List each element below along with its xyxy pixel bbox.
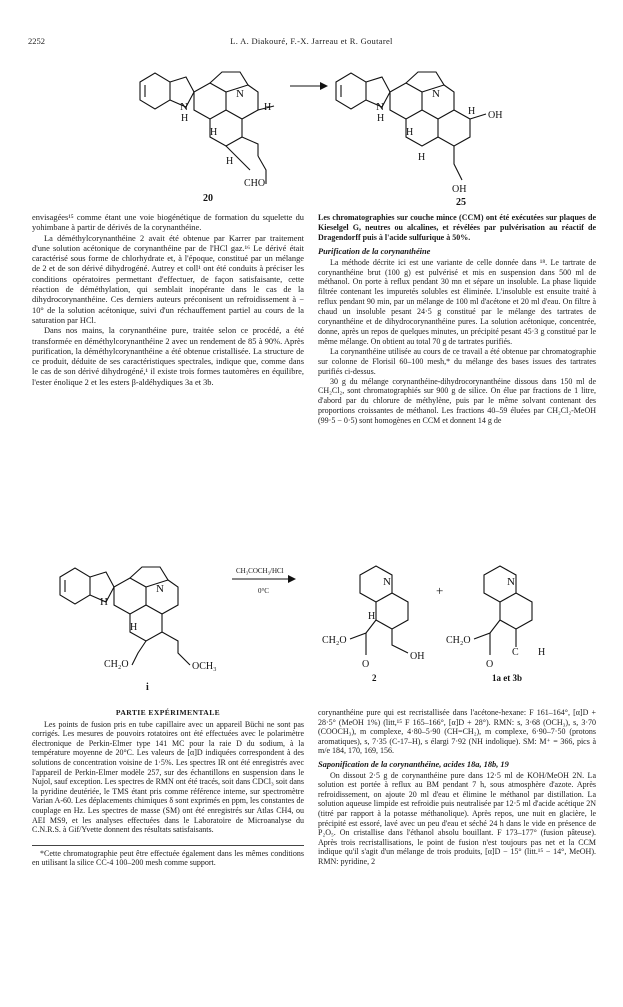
cho-2: CH₂O [322, 635, 347, 646]
n-indole-25: N [376, 101, 384, 113]
section-heading: PARTIE EXPÉRIMENTALE [115, 708, 221, 717]
h15-20: H [226, 156, 234, 167]
h15-25: H [418, 152, 426, 163]
h3-20: H [210, 127, 218, 138]
structure-3ab [446, 566, 545, 683]
structure-25 [336, 72, 502, 208]
cho-i: CH₂O [104, 659, 129, 670]
oh-25b: OH [452, 184, 467, 195]
plus-sign: + [436, 583, 444, 598]
paragraph: La corynanthéine utilisée au cours de ce travail a été obtenue par chromatographie sur colonne de Florisil 60–100 mesh,* du mélange des bases issues des tartrates purifiés ci-dessus. [318, 346, 596, 376]
h-3: H [538, 647, 546, 658]
section-heading: Purification de la corynanthéine [318, 246, 431, 256]
footnote-text: *Cette chromatographie peut être effectuée également dans les mêmes conditions en utilisant la silice CC-4 100–200 mesh comme support. [32, 848, 304, 868]
scheme-1 [0, 52, 623, 208]
label-20: 20 [203, 193, 213, 204]
reagent-label: CH₃COCH₃/HCl [236, 567, 284, 575]
running-authors: L. A. Diakouré, F.-X. Jarreau et R. Goutarel [230, 36, 393, 46]
scheme-2 [0, 555, 623, 683]
label-25: 25 [456, 197, 466, 208]
label-3ab: 1a et 3b [492, 673, 522, 683]
paragraph: Dans nos mains, la corynanthéine pure, traitée selon ce procédé, a été transformée en déméthylcorynanthéine 2 avec un rendement de 85 à 90%. Après purification, la déméthylcorynanthéine a été obtenue cristallisée. La structure de ce produit, déduite de ses caractéristiques spectrales, indique que, comme dans le cas de son dérivé dihydrogéné,¹ il existe trois formes tautomères en équilibre, l'ester énolique 2 et les esters β-aldéhydiques 3a et 3b. [32, 326, 304, 387]
paragraph: 30 g du mélange corynanthéine-dihydrocorynanthéine dissous dans 150 ml de CH₂Cl₂, sont chromatographiés sur 900 g de silice. On élue par fractions de 1 litre, d'abord par du chlorure de méthylène, puis par le même solvant contenant des proportions croissantes de méthanol. Les fractions 40–59 éluées par CH₂Cl₂-MeOH (99·5 − 0·5) sont homogènes en CCM et donnent 14 g de [318, 376, 596, 426]
h3-i: H [130, 622, 138, 633]
cho-20: CHO [244, 178, 266, 189]
cho-3: CH₂O [446, 635, 471, 646]
column-left-top [32, 213, 304, 388]
paragraph: envisagées¹⁵ comme étant une voie biogénétique de formation du squelette du yohimbane à partir de dérivés de la corynanthéine. [32, 213, 304, 233]
c-3: C [512, 647, 519, 658]
n-amine-20: N [236, 88, 244, 100]
structure-2 [322, 566, 424, 683]
footnote [32, 845, 304, 868]
paragraph: Les chromatographies sur couche mince (CCM) ont été exécutées sur plaques de Kieselgel G, neutres ou alcalines, et révélées par pulvérisation au réactif de Dragendorff puis à l'acide sulfurique à 50%. [318, 213, 596, 242]
paragraph: On dissout 2·5 g de corynanthéine pure dans 12·5 ml de KOH/MeOH 2N. La solution est portée à reflux au BM pendant 7 h, sous atmosphère d'azote. Après refroidissement, on ajoute 20 ml d'eau et élimine le méthanol par distillation. La solution aqueuse limpide est refroidie puis neutralisée par 12·5 ml d'acide acétique 2N (titré par rapport à la potasse méthanolique). Après repos, une nuit en glacière, le précipité est essoré, lavé avec un peu d'eau et séché 24 h dans le vide en présence de P₂O₅. On cristallise dans l'éthanol absolu bouillant. F 173–177° (fusion pâteuse). Après trois recristallisations, le point de fusion n'est toujours pas net et la CCM indique qu'il s'agit d'un mélange de trois produits, [α]D − 15° (litt.¹⁵ − 14°, MeOH). RMN: pyridine, 2 [318, 770, 596, 866]
n-amine-3: N [507, 576, 515, 588]
label-i: i [146, 682, 149, 693]
h-2: H [368, 611, 376, 622]
paragraph: Les points de fusion pris en tube capillaire avec un appareil Büchi ne sont pas corrigés. Les mesures de pouvoirs rotatoires ont été effectuées avec le polarimètre électronique de Perkin-Elmer type 141 MC pour la raie D du sodium, à la température moyenne de 20°C. Les valeurs de [α]D indiquées correspondent à des solutions de concentration voisine de 1·5%. Les spectres IR ont été enregistrés avec l'appareil de Perkin-Elmer modèle 257, sur des échantillons en suspension dans le Nujol, sauf exception. Les spectres de RMN ont été tracés, soit dans CDCl₃ soit dans la pyridine deutériée, le TMS étant pris comme référence interne, sur spectromètre Varian A-60. Les déplacements chimiques δ sont exprimés en ppm, les constantes de couplage en Hz. Les spectres de masse (SM) ont été enregistrés sur Atlas CH4, ou AEI MS9, et les analyses effectuées dans le Laboratoire de Microanalyse du C.N.R.S. à Gif/Yvette donnent des résultats satisfaisants. [32, 719, 304, 835]
n-amine-2: N [383, 576, 391, 588]
h20-20: H [264, 102, 272, 113]
section-heading: Saponification de la corynanthéine, acides 18a, 18b, 19 [318, 759, 509, 769]
n-amine-i: N [156, 583, 164, 595]
h-indole-20: H [181, 113, 189, 124]
structure-i [60, 567, 217, 672]
column-left-bottom [32, 708, 304, 868]
reaction-arrow-1 [290, 82, 328, 90]
oh-2: OH [410, 651, 425, 662]
h3-25: H [406, 127, 414, 138]
och3-i: OCH₃ [192, 661, 217, 672]
n-amine-25: N [432, 88, 440, 100]
page-number: 2252 [28, 36, 45, 46]
paragraph: La méthode décrite ici est une variante de celle donnée dans ¹⁸. Le tartrate de corynanthéine brut (100 g) est pulvérisé et mis en suspension dans 500 ml de méthanol. On porte à reflux pendant 30 mn et sépare un insoluble. La phase liquide filtrée contenant les impuretés solubles est éliminée. L'insoluble est ensuite traité à reflux pendant 90 min, par un mélange de 100 ml d'acétone et 20 ml d'eau. On filtre à chaud un insoluble pesant 24·5 g constitué par le mélange des tartrates de corynanthéine et de dihydrocorynanthéine pures. La solution acétonique, concentrée, donne, après un repos de quelques minutes, un précipité pesant 45·3 g constitué par le même mélange. On obtient au total 70 g de tartrates purifiés. [318, 257, 596, 346]
paragraph: La déméthylcorynanthéine 2 avait été obtenue par Karrer par traitement d'une solution acétonique de corynanthéine par de l'HCl gaz.¹⁶ Le dérivé était caractérisé sous forme de chlorhydrate et, à l'époque, constitué par un mélange de 2 et de son dérivé dihydrogéné. Autrey et coll¹ ont été conduits à préciser les conditions opératoires permettant d'effectuer, de façon satisfaisante, cette réaction de déméthylation, qui semblait inopérante dans le cas de la dihydrocorynanthéine. Ces derniers auteurs préconisent un refroidissement à − 10° de la solution acétonique, suivi d'un réchauffement partiel au cours de la saturation par HCl. [32, 233, 304, 325]
o-2: O [362, 659, 370, 670]
h-indole-25: H [377, 113, 385, 124]
temp-label: 0°C [258, 587, 269, 595]
oh-25a: OH [488, 110, 503, 121]
n-indole-i: H [100, 596, 108, 608]
n-indole-20: N [180, 101, 188, 113]
structure-20 [140, 72, 274, 204]
column-right-bottom [318, 708, 596, 867]
column-right-top [318, 213, 596, 426]
reaction-arrow-2 [232, 567, 296, 595]
label-2: 2 [372, 673, 377, 683]
paragraph: corynanthéine pure qui est recristallisée dans l'acétone-hexane: F 161–164°, [α]D + 28·5° (MeOH 1%) (litt,¹⁵ F 165–166°, [α]D + 28°). RMN: s, 3·68 (OCH₃), s, 3·70 (COOCH₃), m complexe, 4·80–5·90 (CH=CH₂), m complexe, 6·90–7·50 (protons aromatiques), s, 7·35 (C-17–H), s élargi 7·92 (NH indolique). SM: M⁺ = 366, pics à m/e 184, 170, 169, 156. [318, 708, 596, 756]
o-3: O [486, 659, 494, 670]
running-header [28, 36, 595, 50]
h20-25: H [468, 106, 476, 117]
